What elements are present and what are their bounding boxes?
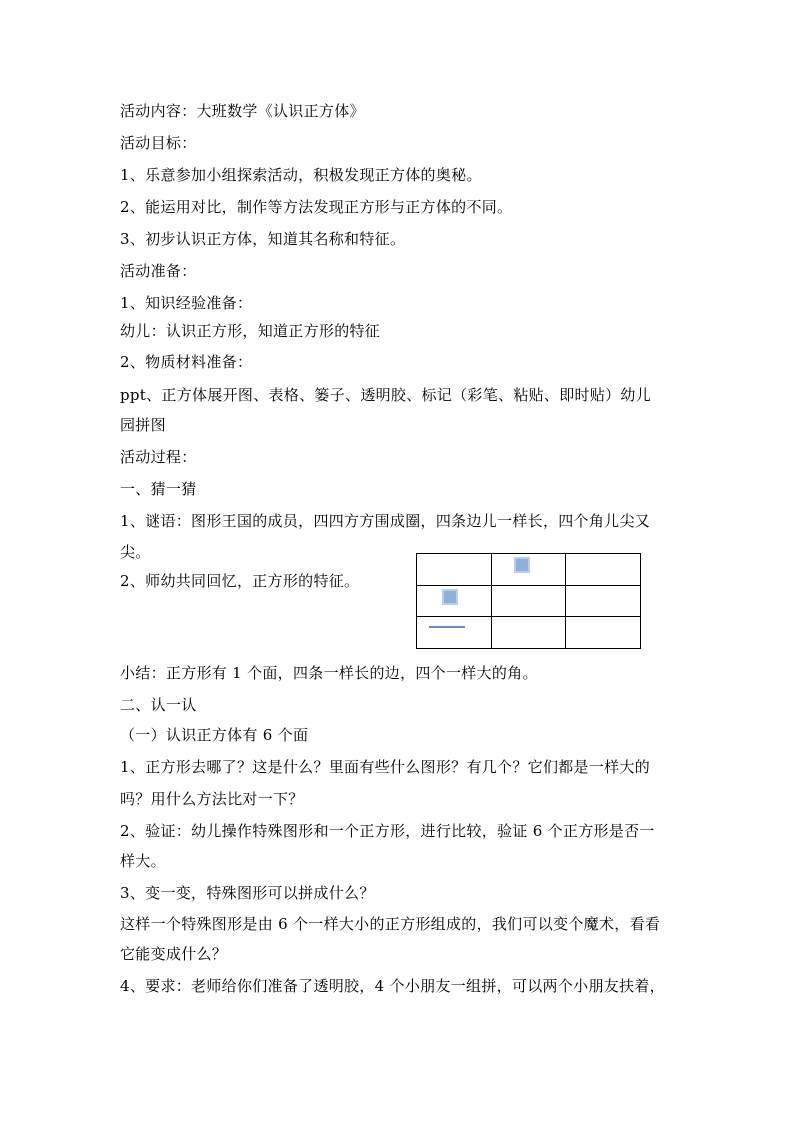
step-3-detail: 这样一个特殊图形是由 6 个一样大小的正方形组成的，我们可以变个魔术，看看 — [120, 915, 661, 933]
square-icon — [442, 589, 458, 605]
shape-table — [416, 553, 641, 649]
step-3: 3、变一变，特殊图形可以拼成什么？ — [120, 884, 375, 902]
prep-2-detail: ppt、正方体展开图、表格、篓子、透明胶、标记（彩笔、粘贴、即时贴）幼儿 — [120, 386, 652, 404]
prep-1-detail: 幼儿：认识正方形，知道正方形的特征 — [120, 322, 381, 340]
table-cell — [417, 586, 492, 617]
step-2: 2、验证：幼儿操作特殊图形和一个正方形，进行比较，验证 6 个正方形是否一 — [120, 822, 655, 840]
goal-3: 3、初步认识正方体，知道其名称和特征。 — [120, 230, 406, 248]
heading-process: 活动过程： — [120, 448, 197, 466]
step-3-detail-cont: 它能变成什么？ — [120, 945, 228, 963]
summary: 小结：正方形有 1 个面，四条一样长的边，四个一样大的角。 — [120, 664, 538, 682]
square-icon — [514, 557, 530, 573]
table-cell — [566, 617, 641, 649]
step-4: 4、要求：老师给你们准备了透明胶，4 个小朋友一组拼，可以两个小朋友扶着， — [120, 977, 665, 995]
section-1-title: 一、猜一猜 — [120, 480, 197, 498]
section-2-title: 二、认一认 — [120, 696, 197, 714]
table-cell — [417, 554, 492, 586]
table-cell — [491, 586, 566, 617]
heading-preparation: 活动准备： — [120, 262, 197, 280]
step-1: 1、正方形去哪了？这是什么？里面有些什么图形？有几个？它们都是一样大的 — [120, 758, 651, 776]
goal-2: 2、能运用对比，制作等方法发现正方形与正方体的不同。 — [120, 198, 513, 216]
activity-content: 活动内容：大班数学《认识正方体》 — [120, 102, 365, 120]
table-cell — [491, 617, 566, 649]
line-icon — [429, 626, 465, 628]
step-1-cont: 吗？用什么方法比对一下？ — [120, 790, 304, 808]
heading-goals: 活动目标： — [120, 134, 197, 152]
riddle: 1、谜语：图形王国的成员，四四方方围成圈，四条边儿一样长，四个角儿尖又 — [120, 512, 651, 530]
prep-2-detail-cont: 园拼图 — [120, 416, 166, 434]
goal-1: 1、乐意参加小组探索活动，积极发现正方体的奥秘。 — [120, 166, 482, 184]
prep-1: 1、知识经验准备： — [120, 294, 253, 312]
recall-step: 2、师幼共同回忆，正方形的特征。 — [120, 572, 360, 590]
prep-2: 2、物质材料准备： — [120, 353, 253, 371]
table-cell — [491, 554, 566, 586]
step-2-cont: 样大。 — [120, 852, 166, 870]
table-cell — [417, 617, 492, 649]
table-cell — [566, 586, 641, 617]
riddle-cont: 尖。 — [120, 543, 151, 561]
table-cell — [566, 554, 641, 586]
subsection-1-title: （一）认识正方体有 6 个面 — [120, 726, 309, 744]
